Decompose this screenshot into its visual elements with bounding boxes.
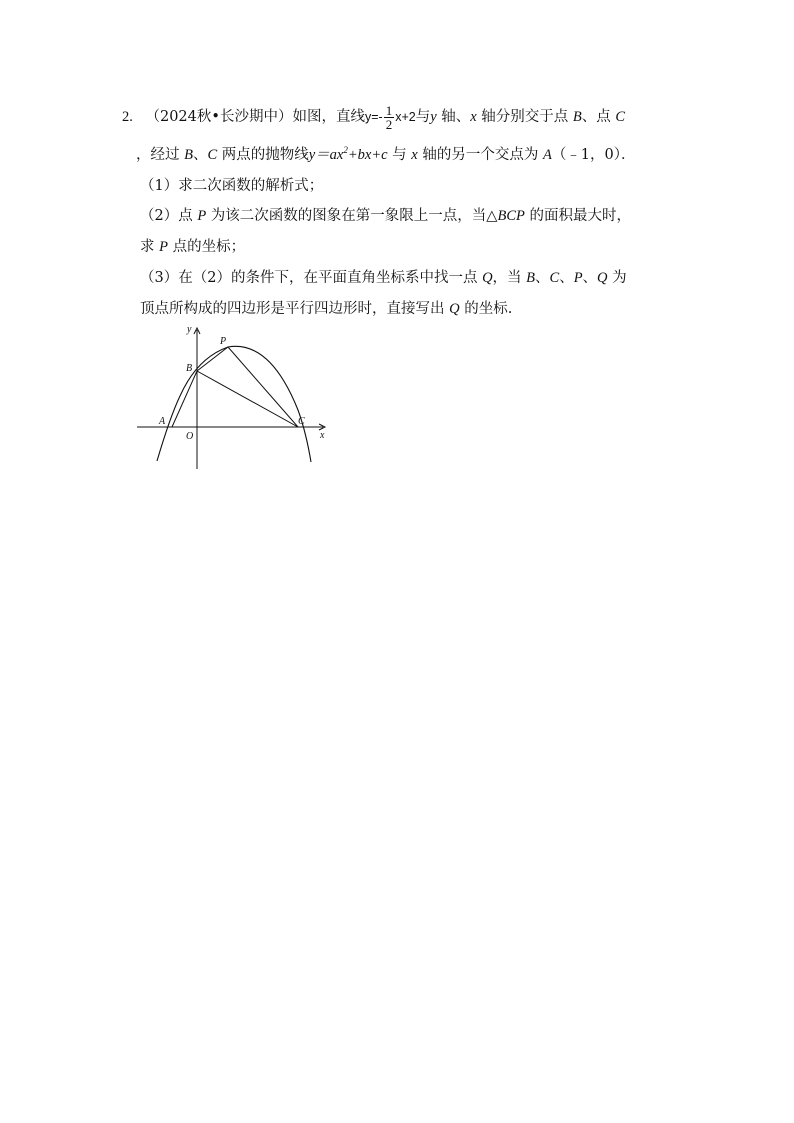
parabola-curve [157, 346, 311, 462]
question-3-line-1: （3）在（2）的条件下，在平面直角坐标系中找一点 Q，当 B、C、P、Q 为 [140, 270, 627, 286]
problem-line-1: 2. （2024秋•长沙期中）如图，直线y=- $\frac{1}{2}$ x+2与y 轴、x 轴分别交于点 B、点 C [122, 103, 626, 132]
question-1: （1）求二次函数的解析式； [140, 178, 324, 194]
parabola-equation: $y=ax^2+bx+c$ [308, 145, 388, 163]
line-equation: y=- $\frac{1}{2}$ x+2 [364, 103, 416, 132]
intro-text: 如图，直线 [292, 108, 365, 125]
x-axis-label: x [320, 430, 325, 441]
parabola-figure [130, 320, 340, 475]
problem-line-2: ，经过 B、C 两点的抛物线$y=ax^2+bx+c$ 与 x 轴的另一个交点为 A（﹣1，0）． [136, 145, 636, 163]
point-a-label: A [159, 416, 166, 427]
point-c-label: C [298, 416, 305, 427]
point-p-label: P [220, 336, 227, 347]
point-b-label: B [186, 363, 193, 374]
question-2-line-2: 求 P 点的坐标； [140, 239, 246, 255]
problem-number: 2. [122, 108, 133, 125]
origin-label: O [186, 431, 194, 442]
y-axis-label: y [187, 324, 192, 335]
segment-bp [197, 347, 228, 371]
problem-source: （2024秋•长沙期中） [145, 108, 293, 125]
segment-ab [172, 371, 197, 427]
fraction-one-half: $\frac{1}{2}$ [385, 103, 393, 132]
question-2-line-1: （2）点 P 为该二次函数的图象在第一象限上一点，当△BCP 的面积最大时， [140, 208, 631, 224]
question-3-line-2: 顶点所构成的四边形是平行四边形时，直接写出 Q 的坐标. [140, 301, 513, 317]
